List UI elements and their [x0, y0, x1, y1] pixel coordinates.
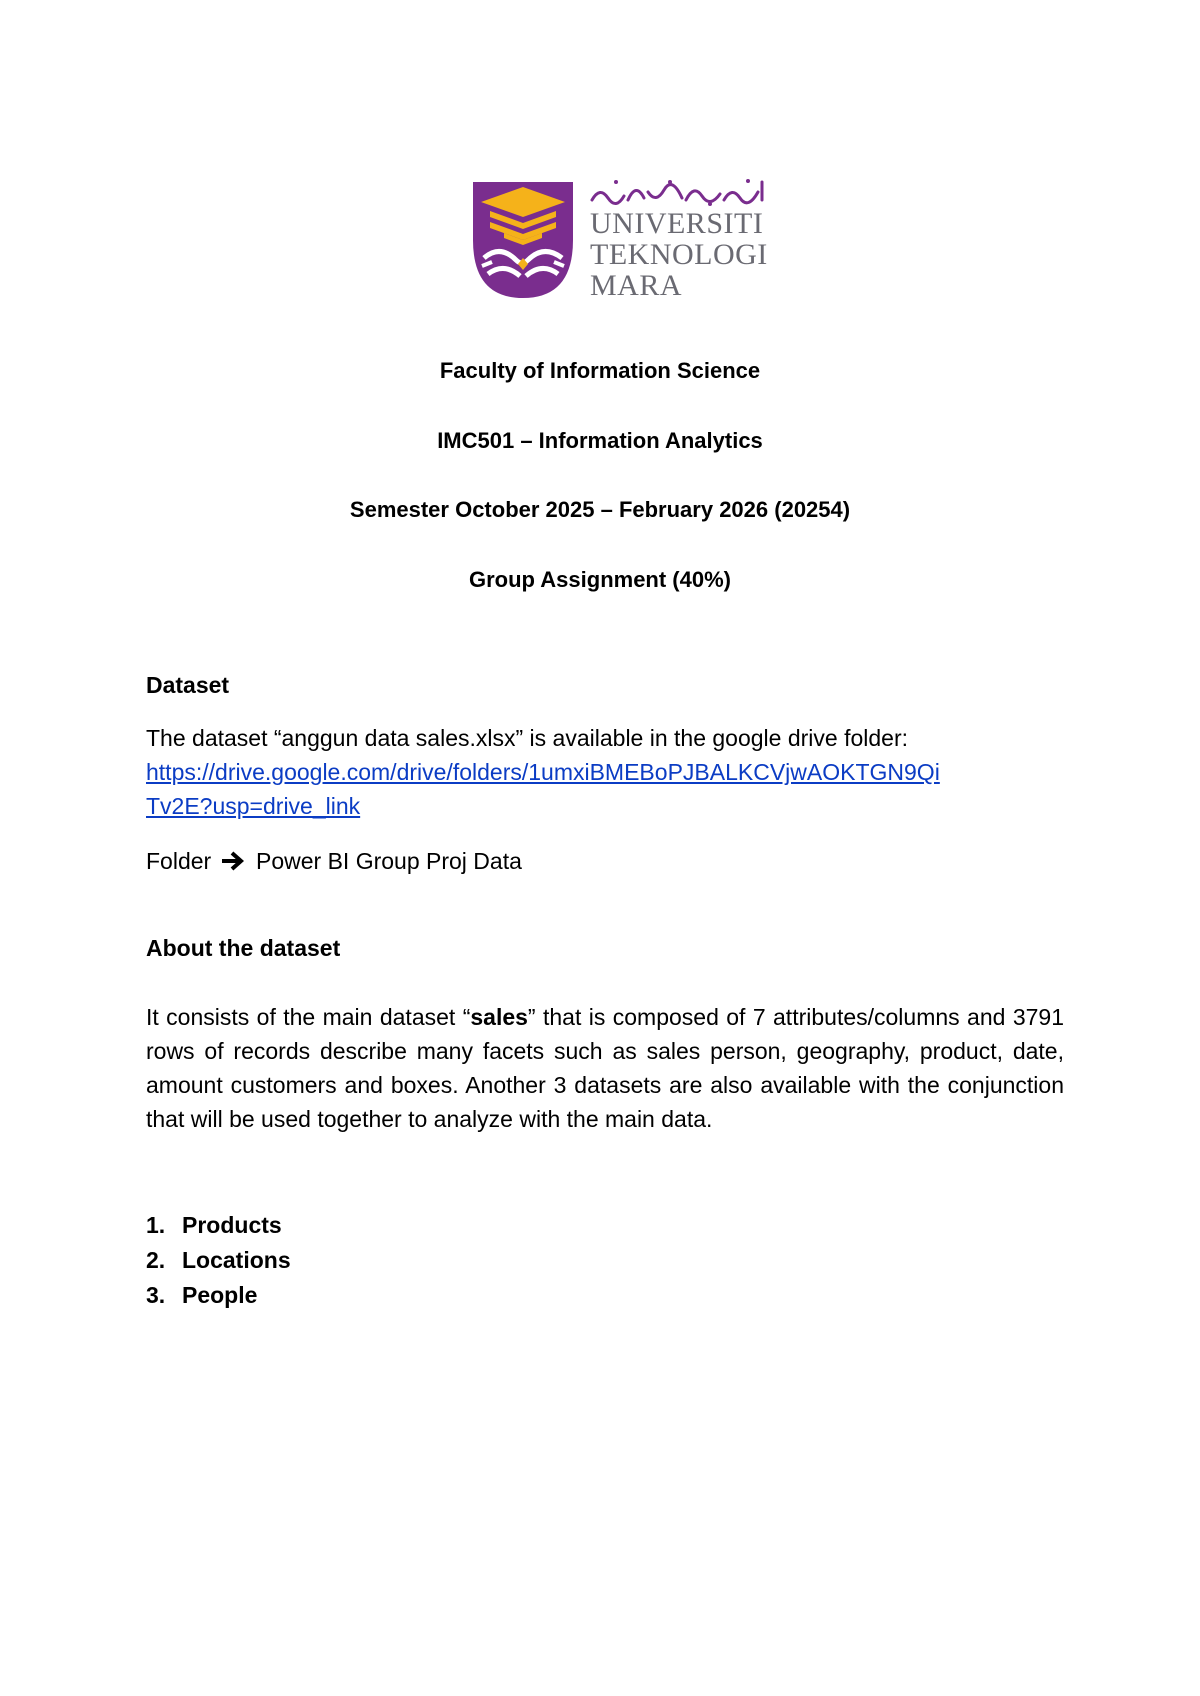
drive-link[interactable]: https://drive.google.com/drive/folders/1umxiBMEBoPJBALKCVjwAOKTGN9Qi	[146, 759, 940, 785]
about-text-start: It consists of the main dataset “	[146, 1004, 471, 1030]
course-title: IMC501 – Information Analytics	[437, 428, 763, 453]
list-number: 2.	[146, 1247, 166, 1273]
semester-title: Semester October 2025 – February 2026 (20254)	[349, 497, 851, 522]
list-number: 1.	[146, 1212, 166, 1238]
about-heading: About the dataset	[146, 935, 341, 961]
dataset-intro: The dataset “anggun data sales.xlsx” is available in the google drive folder:	[146, 725, 909, 751]
logo-jawi-script	[590, 178, 770, 208]
list-item	[146, 1278, 291, 1313]
about-paragraph	[146, 1000, 1064, 1136]
list-label: Products	[182, 1212, 282, 1238]
folder-path	[146, 844, 1064, 878]
drive-link-continued[interactable]: Tv2E?usp=drive_link	[146, 793, 361, 819]
logo-wordmark	[590, 208, 780, 301]
uitm-logo	[470, 178, 770, 303]
logo-line-2: TEKNOLOGI	[590, 238, 768, 271]
list-label: People	[182, 1282, 258, 1308]
dataset-list	[146, 1208, 291, 1313]
faculty-title: Faculty of Information Science	[439, 358, 761, 383]
assignment-title: Group Assignment (40%)	[469, 567, 731, 592]
folder-name: Power BI Group Proj Data	[255, 848, 522, 874]
folder-label: Folder	[146, 848, 212, 874]
drive-link-line-1[interactable]	[146, 755, 1064, 789]
list-number: 3.	[146, 1282, 166, 1308]
logo-line-1: UNIVERSITI	[590, 207, 764, 240]
logo-line-3: MARA	[590, 269, 683, 302]
about-text-end: ” that is composed of 7 attributes/columns and 3791 rows of records describe many facets such as sales person, geography, product, date, amount customers and boxes. Another 3 datasets are also available with the conjunction that will be used together to analyze with the main data.	[146, 1004, 1064, 1132]
uitm-crest-icon	[470, 178, 580, 303]
list-item	[146, 1243, 291, 1278]
dataset-heading: Dataset	[146, 672, 230, 698]
about-text-bold: sales	[470, 1004, 528, 1030]
list-item	[146, 1208, 291, 1243]
right-arrow-icon	[220, 851, 246, 871]
drive-link-line-2[interactable]	[146, 789, 1064, 823]
list-label: Locations	[182, 1247, 291, 1273]
